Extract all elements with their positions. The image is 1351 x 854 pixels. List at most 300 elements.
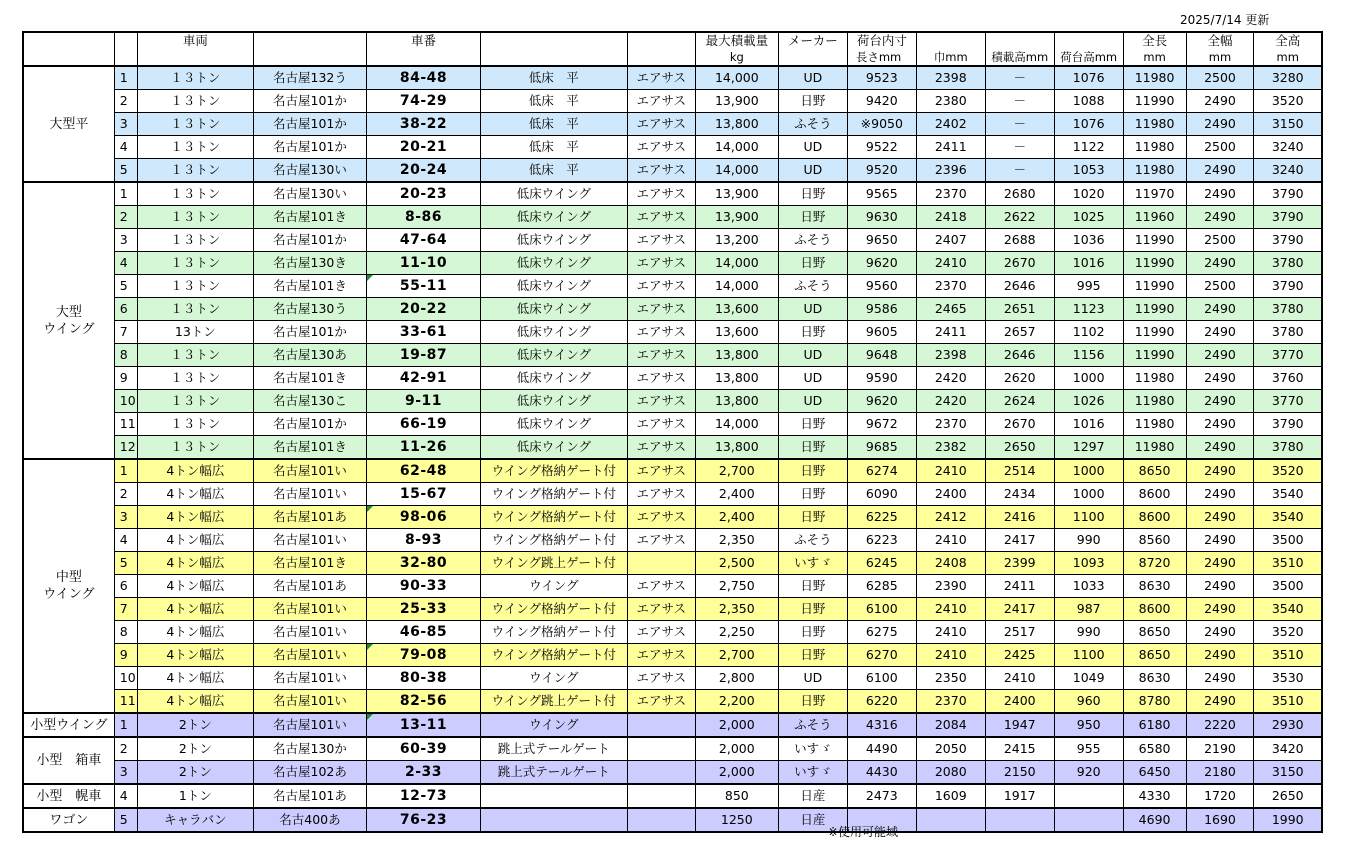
vehicle-class: １３トン bbox=[138, 390, 254, 413]
plate-region: 名古屋101い bbox=[253, 459, 367, 483]
plate-region: 名古屋132う bbox=[253, 66, 367, 90]
plate-number: 11-26 bbox=[367, 436, 481, 460]
bed-height: 990 bbox=[1054, 529, 1123, 552]
vehicle-class: 4トン幅広 bbox=[138, 529, 254, 552]
suspension: エアサス bbox=[627, 436, 695, 460]
bed-height: 1123 bbox=[1054, 298, 1123, 321]
plate-region: 名古屋101い bbox=[253, 690, 367, 714]
body-type: ウイング格納ゲート付 bbox=[480, 506, 627, 529]
plate-region: 名古屋130あ bbox=[253, 344, 367, 367]
max-load: 2,700 bbox=[695, 459, 778, 483]
total-length: 8780 bbox=[1123, 690, 1186, 714]
load-height: 2514 bbox=[985, 459, 1054, 483]
header-maker: メーカー bbox=[778, 32, 847, 49]
maker: UD bbox=[778, 298, 847, 321]
total-width: 2180 bbox=[1186, 761, 1254, 785]
suspension: エアサス bbox=[627, 252, 695, 275]
header-vehicle: 車両 bbox=[138, 32, 254, 49]
bed-height: 1000 bbox=[1054, 483, 1123, 506]
total-length: 8650 bbox=[1123, 644, 1186, 667]
header-row-2 bbox=[23, 49, 1322, 66]
maker: UD bbox=[778, 390, 847, 413]
total-height: 1990 bbox=[1254, 808, 1322, 832]
total-height: 3520 bbox=[1254, 459, 1322, 483]
vehicle-class: 4トン幅広 bbox=[138, 506, 254, 529]
max-load: 2,500 bbox=[695, 552, 778, 575]
maker: 日野 bbox=[778, 506, 847, 529]
bed-width: 2465 bbox=[916, 298, 985, 321]
plate-number: 82-56 bbox=[367, 690, 481, 714]
suspension: エアサス bbox=[627, 275, 695, 298]
max-load: 13,900 bbox=[695, 182, 778, 206]
group-label: ワゴン bbox=[23, 808, 114, 832]
max-load: 1250 bbox=[695, 808, 778, 832]
max-load: 2,200 bbox=[695, 690, 778, 714]
bed-length: 9672 bbox=[847, 413, 916, 436]
plate-number: 12-73 bbox=[367, 784, 481, 808]
table-row bbox=[23, 621, 1322, 644]
bed-height: 1093 bbox=[1054, 552, 1123, 575]
total-height: 3780 bbox=[1254, 321, 1322, 344]
plate-number: 20-21 bbox=[367, 136, 481, 159]
table-row bbox=[23, 390, 1322, 413]
load-height: 2620 bbox=[985, 367, 1054, 390]
plate-region: 名古屋101か bbox=[253, 90, 367, 113]
maker: 日野 bbox=[778, 598, 847, 621]
total-height: 3780 bbox=[1254, 252, 1322, 275]
plate-number: 8-86 bbox=[367, 206, 481, 229]
table-row bbox=[23, 644, 1322, 667]
body-type: 低床 平 bbox=[480, 66, 627, 90]
bed-width: 2398 bbox=[916, 344, 985, 367]
total-height: 3510 bbox=[1254, 690, 1322, 714]
suspension: エアサス bbox=[627, 344, 695, 367]
bed-width: 2410 bbox=[916, 459, 985, 483]
total-height: 3240 bbox=[1254, 159, 1322, 183]
suspension: エアサス bbox=[627, 529, 695, 552]
max-load: 13,900 bbox=[695, 206, 778, 229]
plate-number: 90-33 bbox=[367, 575, 481, 598]
bed-height: 1016 bbox=[1054, 413, 1123, 436]
vehicle-no: 11 bbox=[114, 413, 137, 436]
total-height: 2650 bbox=[1254, 784, 1322, 808]
vehicle-class: １３トン bbox=[138, 298, 254, 321]
total-height: 3780 bbox=[1254, 298, 1322, 321]
maker: UD bbox=[778, 667, 847, 690]
suspension: エアサス bbox=[627, 298, 695, 321]
total-height: 3770 bbox=[1254, 344, 1322, 367]
body-type: ウイング格納ゲート付 bbox=[480, 529, 627, 552]
vehicle-class: 2トン bbox=[138, 737, 254, 761]
maker: ふそう bbox=[778, 113, 847, 136]
vehicle-no: 11 bbox=[114, 690, 137, 714]
bed-length: 2473 bbox=[847, 784, 916, 808]
plate-number: 9-11 bbox=[367, 390, 481, 413]
total-width: 2490 bbox=[1186, 436, 1254, 460]
maker: 日野 bbox=[778, 321, 847, 344]
max-load: 2,350 bbox=[695, 529, 778, 552]
body-type: ウイング bbox=[480, 713, 627, 737]
plate-number: 32-80 bbox=[367, 552, 481, 575]
header-no bbox=[114, 32, 137, 49]
body-type: 低床ウイング bbox=[480, 436, 627, 460]
bed-length: 6220 bbox=[847, 690, 916, 714]
vehicle-class: 2トン bbox=[138, 713, 254, 737]
plate-region: 名古屋101き bbox=[253, 367, 367, 390]
total-height: 3280 bbox=[1254, 66, 1322, 90]
header-total-length-unit: mm bbox=[1123, 49, 1186, 66]
maker: UD bbox=[778, 136, 847, 159]
table-row bbox=[23, 229, 1322, 252]
vehicle-class: 1トン bbox=[138, 784, 254, 808]
body-type: 低床 平 bbox=[480, 90, 627, 113]
max-load: 2,800 bbox=[695, 667, 778, 690]
table-row bbox=[23, 713, 1322, 737]
plate-region: 名古屋101か bbox=[253, 229, 367, 252]
table-row bbox=[23, 298, 1322, 321]
load-height: － bbox=[985, 113, 1054, 136]
header-body-sub bbox=[480, 49, 627, 66]
bed-height: 1100 bbox=[1054, 506, 1123, 529]
max-load: 14,000 bbox=[695, 413, 778, 436]
total-width: 1720 bbox=[1186, 784, 1254, 808]
vehicle-class: １３トン bbox=[138, 113, 254, 136]
maker: 日野 bbox=[778, 575, 847, 598]
vehicle-class: 13トン bbox=[138, 321, 254, 344]
header-total-length: 全長 bbox=[1123, 32, 1186, 49]
total-width: 2490 bbox=[1186, 529, 1254, 552]
vehicle-no: 2 bbox=[114, 206, 137, 229]
bed-length: 4316 bbox=[847, 713, 916, 737]
maker: ふそう bbox=[778, 529, 847, 552]
total-length: 11990 bbox=[1123, 344, 1186, 367]
vehicle-no: 3 bbox=[114, 506, 137, 529]
total-width: 2490 bbox=[1186, 298, 1254, 321]
plate-region: 名古屋101い bbox=[253, 667, 367, 690]
bed-length: 9420 bbox=[847, 90, 916, 113]
header-plate: 車番 bbox=[367, 32, 481, 49]
plate-region: 名古屋130い bbox=[253, 159, 367, 183]
total-height: 3520 bbox=[1254, 90, 1322, 113]
plate-region: 名古屋130い bbox=[253, 182, 367, 206]
vehicle-no: 1 bbox=[114, 182, 137, 206]
maker: UD bbox=[778, 159, 847, 183]
total-height: 3770 bbox=[1254, 390, 1322, 413]
load-height: 2399 bbox=[985, 552, 1054, 575]
bed-width: 2410 bbox=[916, 529, 985, 552]
vehicle-no: 1 bbox=[114, 66, 137, 90]
table-row bbox=[23, 598, 1322, 621]
bed-width: 2398 bbox=[916, 66, 985, 90]
total-length: 8600 bbox=[1123, 598, 1186, 621]
bed-length: 6100 bbox=[847, 598, 916, 621]
bed-width: 2084 bbox=[916, 713, 985, 737]
max-load: 2,000 bbox=[695, 761, 778, 785]
total-length: 8650 bbox=[1123, 459, 1186, 483]
table-row bbox=[23, 252, 1322, 275]
max-load: 14,000 bbox=[695, 159, 778, 183]
body-type: 跳上式テールゲート bbox=[480, 761, 627, 785]
vehicle-class: １３トン bbox=[138, 206, 254, 229]
bed-width: 2410 bbox=[916, 644, 985, 667]
load-height: 1947 bbox=[985, 713, 1054, 737]
maker: 日野 bbox=[778, 252, 847, 275]
body-type: 低床ウイング bbox=[480, 206, 627, 229]
total-length: 4330 bbox=[1123, 784, 1186, 808]
load-height: 2411 bbox=[985, 575, 1054, 598]
bed-length: 4490 bbox=[847, 737, 916, 761]
load-height bbox=[985, 808, 1054, 832]
header-suspension bbox=[627, 32, 695, 49]
plate-region: 名古屋101あ bbox=[253, 575, 367, 598]
table-row bbox=[23, 552, 1322, 575]
header-total-width: 全幅 bbox=[1186, 32, 1254, 49]
vehicle-no: 12 bbox=[114, 436, 137, 460]
total-height: 3540 bbox=[1254, 483, 1322, 506]
header-bed-length: 長さmm bbox=[847, 49, 916, 66]
total-length: 6450 bbox=[1123, 761, 1186, 785]
load-height: 2517 bbox=[985, 621, 1054, 644]
total-width: 1690 bbox=[1186, 808, 1254, 832]
body-type: 跳上式テールゲート bbox=[480, 737, 627, 761]
bed-length: 6225 bbox=[847, 506, 916, 529]
total-length: 11980 bbox=[1123, 136, 1186, 159]
header-region bbox=[253, 32, 367, 49]
maker: ふそう bbox=[778, 275, 847, 298]
body-type: 低床ウイング bbox=[480, 390, 627, 413]
plate-region: 名古屋101い bbox=[253, 598, 367, 621]
table-row bbox=[23, 483, 1322, 506]
header-total-height: 全高 bbox=[1254, 32, 1322, 49]
bed-width: 2396 bbox=[916, 159, 985, 183]
total-height: 3790 bbox=[1254, 206, 1322, 229]
body-type: ウイング跳上ゲート付 bbox=[480, 690, 627, 714]
maker: 日野 bbox=[778, 90, 847, 113]
bed-width: 2408 bbox=[916, 552, 985, 575]
header-width-top bbox=[916, 32, 985, 49]
bed-width: 2370 bbox=[916, 690, 985, 714]
header-category bbox=[23, 32, 114, 66]
total-length: 11980 bbox=[1123, 436, 1186, 460]
suspension: エアサス bbox=[627, 575, 695, 598]
suspension: エアサス bbox=[627, 506, 695, 529]
header-plate-sub bbox=[367, 49, 481, 66]
bed-width: 2370 bbox=[916, 275, 985, 298]
max-load: 13,900 bbox=[695, 90, 778, 113]
total-height: 3790 bbox=[1254, 275, 1322, 298]
max-load: 13,800 bbox=[695, 367, 778, 390]
vehicle-class: 4トン幅広 bbox=[138, 621, 254, 644]
header-vehicle-sub bbox=[138, 49, 254, 66]
plate-number: 2-33 bbox=[367, 761, 481, 785]
total-length: 8560 bbox=[1123, 529, 1186, 552]
plate-region: 名古屋101き bbox=[253, 552, 367, 575]
maker: 日野 bbox=[778, 206, 847, 229]
bed-height: 950 bbox=[1054, 713, 1123, 737]
total-length: 8650 bbox=[1123, 621, 1186, 644]
total-height: 3240 bbox=[1254, 136, 1322, 159]
vehicle-table bbox=[22, 31, 1323, 833]
total-height: 3540 bbox=[1254, 598, 1322, 621]
plate-number: 60-39 bbox=[367, 737, 481, 761]
total-width: 2490 bbox=[1186, 159, 1254, 183]
load-height: 2646 bbox=[985, 344, 1054, 367]
table-row bbox=[23, 182, 1322, 206]
body-type: ウイング格納ゲート付 bbox=[480, 598, 627, 621]
load-height: － bbox=[985, 66, 1054, 90]
max-load: 13,800 bbox=[695, 113, 778, 136]
plate-region: 名古屋101き bbox=[253, 275, 367, 298]
bed-length: 9522 bbox=[847, 136, 916, 159]
plate-region: 名古屋101い bbox=[253, 483, 367, 506]
bed-width: 2050 bbox=[916, 737, 985, 761]
total-width: 2490 bbox=[1186, 390, 1254, 413]
maker: いすゞ bbox=[778, 761, 847, 785]
bed-length: 9648 bbox=[847, 344, 916, 367]
load-height: 2670 bbox=[985, 413, 1054, 436]
total-height: 3790 bbox=[1254, 229, 1322, 252]
max-load: 2,350 bbox=[695, 598, 778, 621]
total-width: 2490 bbox=[1186, 344, 1254, 367]
load-height: 2434 bbox=[985, 483, 1054, 506]
plate-number: 46-85 bbox=[367, 621, 481, 644]
bed-height: 1076 bbox=[1054, 113, 1123, 136]
max-load: 2,700 bbox=[695, 644, 778, 667]
total-width: 2500 bbox=[1186, 66, 1254, 90]
vehicle-class: １３トン bbox=[138, 90, 254, 113]
plate-number: 62-48 bbox=[367, 459, 481, 483]
vehicle-no: 10 bbox=[114, 390, 137, 413]
load-height: 2657 bbox=[985, 321, 1054, 344]
table-row bbox=[23, 667, 1322, 690]
plate-region: 名古屋101あ bbox=[253, 506, 367, 529]
suspension bbox=[627, 737, 695, 761]
bed-width: 1609 bbox=[916, 784, 985, 808]
suspension bbox=[627, 808, 695, 832]
maker: 日野 bbox=[778, 621, 847, 644]
bed-width: 2410 bbox=[916, 598, 985, 621]
header-bed-dims: 荷台内寸 bbox=[847, 32, 916, 49]
bed-length: 9650 bbox=[847, 229, 916, 252]
total-length: 11980 bbox=[1123, 159, 1186, 183]
vehicle-class: １３トン bbox=[138, 275, 254, 298]
suspension bbox=[627, 552, 695, 575]
plate-number: 80-38 bbox=[367, 667, 481, 690]
vehicle-no: 2 bbox=[114, 483, 137, 506]
plate-region: 名古屋101き bbox=[253, 206, 367, 229]
body-type: 低床ウイング bbox=[480, 229, 627, 252]
header-bed-height: 荷台高mm bbox=[1054, 49, 1123, 66]
bed-length: 6285 bbox=[847, 575, 916, 598]
body-type: 低床ウイング bbox=[480, 367, 627, 390]
max-load: 2,400 bbox=[695, 483, 778, 506]
vehicle-no: 6 bbox=[114, 298, 137, 321]
table-row bbox=[23, 66, 1322, 90]
table-row bbox=[23, 737, 1322, 761]
load-height: － bbox=[985, 90, 1054, 113]
suspension: エアサス bbox=[627, 113, 695, 136]
body-type bbox=[480, 784, 627, 808]
table-row bbox=[23, 90, 1322, 113]
vehicle-no: 3 bbox=[114, 113, 137, 136]
bed-length: 6275 bbox=[847, 621, 916, 644]
total-length: 6180 bbox=[1123, 713, 1186, 737]
total-length: 11980 bbox=[1123, 66, 1186, 90]
maker: 日野 bbox=[778, 644, 847, 667]
header-body bbox=[480, 32, 627, 49]
load-height: 2651 bbox=[985, 298, 1054, 321]
plate-number: 19-87 bbox=[367, 344, 481, 367]
table-row bbox=[23, 459, 1322, 483]
suspension: エアサス bbox=[627, 644, 695, 667]
table-row bbox=[23, 761, 1322, 785]
table-row bbox=[23, 413, 1322, 436]
bed-width: 2411 bbox=[916, 321, 985, 344]
vehicle-class: １３トン bbox=[138, 229, 254, 252]
suspension: エアサス bbox=[627, 598, 695, 621]
maker: UD bbox=[778, 344, 847, 367]
max-load: 2,400 bbox=[695, 506, 778, 529]
total-width: 2490 bbox=[1186, 459, 1254, 483]
total-width: 2490 bbox=[1186, 598, 1254, 621]
vehicle-class: 4トン幅広 bbox=[138, 667, 254, 690]
plate-number: 84-48 bbox=[367, 66, 481, 90]
body-type: 低床ウイング bbox=[480, 182, 627, 206]
max-load: 13,800 bbox=[695, 436, 778, 460]
total-width: 2490 bbox=[1186, 506, 1254, 529]
body-type: 低床ウイング bbox=[480, 298, 627, 321]
bed-length: 6245 bbox=[847, 552, 916, 575]
total-length: 11990 bbox=[1123, 275, 1186, 298]
total-length: 4690 bbox=[1123, 808, 1186, 832]
load-height: 2416 bbox=[985, 506, 1054, 529]
total-width: 2500 bbox=[1186, 229, 1254, 252]
suspension bbox=[627, 784, 695, 808]
bed-length: 4430 bbox=[847, 761, 916, 785]
vehicle-no: 2 bbox=[114, 737, 137, 761]
bed-height: 1297 bbox=[1054, 436, 1123, 460]
load-height: 2646 bbox=[985, 275, 1054, 298]
total-length: 8600 bbox=[1123, 506, 1186, 529]
bed-height: 1000 bbox=[1054, 459, 1123, 483]
total-height: 3520 bbox=[1254, 621, 1322, 644]
total-width: 2500 bbox=[1186, 275, 1254, 298]
total-height: 3510 bbox=[1254, 644, 1322, 667]
body-type: 低床 平 bbox=[480, 113, 627, 136]
bed-width: 2370 bbox=[916, 182, 985, 206]
vehicle-no: 7 bbox=[114, 598, 137, 621]
load-height: 2425 bbox=[985, 644, 1054, 667]
bed-width: 2370 bbox=[916, 413, 985, 436]
maker: ふそう bbox=[778, 713, 847, 737]
bed-length: 6270 bbox=[847, 644, 916, 667]
load-height: 2417 bbox=[985, 598, 1054, 621]
bed-height: 1053 bbox=[1054, 159, 1123, 183]
table-row bbox=[23, 275, 1322, 298]
total-height: 2930 bbox=[1254, 713, 1322, 737]
plate-region: 名古屋101か bbox=[253, 113, 367, 136]
max-load: 2,250 bbox=[695, 621, 778, 644]
total-height: 3500 bbox=[1254, 529, 1322, 552]
plate-region: 名古屋130こ bbox=[253, 390, 367, 413]
table-row bbox=[23, 784, 1322, 808]
bed-height bbox=[1054, 784, 1123, 808]
vehicle-no: 5 bbox=[114, 552, 137, 575]
body-type: 低床ウイング bbox=[480, 275, 627, 298]
vehicle-class: 4トン幅広 bbox=[138, 575, 254, 598]
total-width: 2490 bbox=[1186, 252, 1254, 275]
bed-height: 995 bbox=[1054, 275, 1123, 298]
